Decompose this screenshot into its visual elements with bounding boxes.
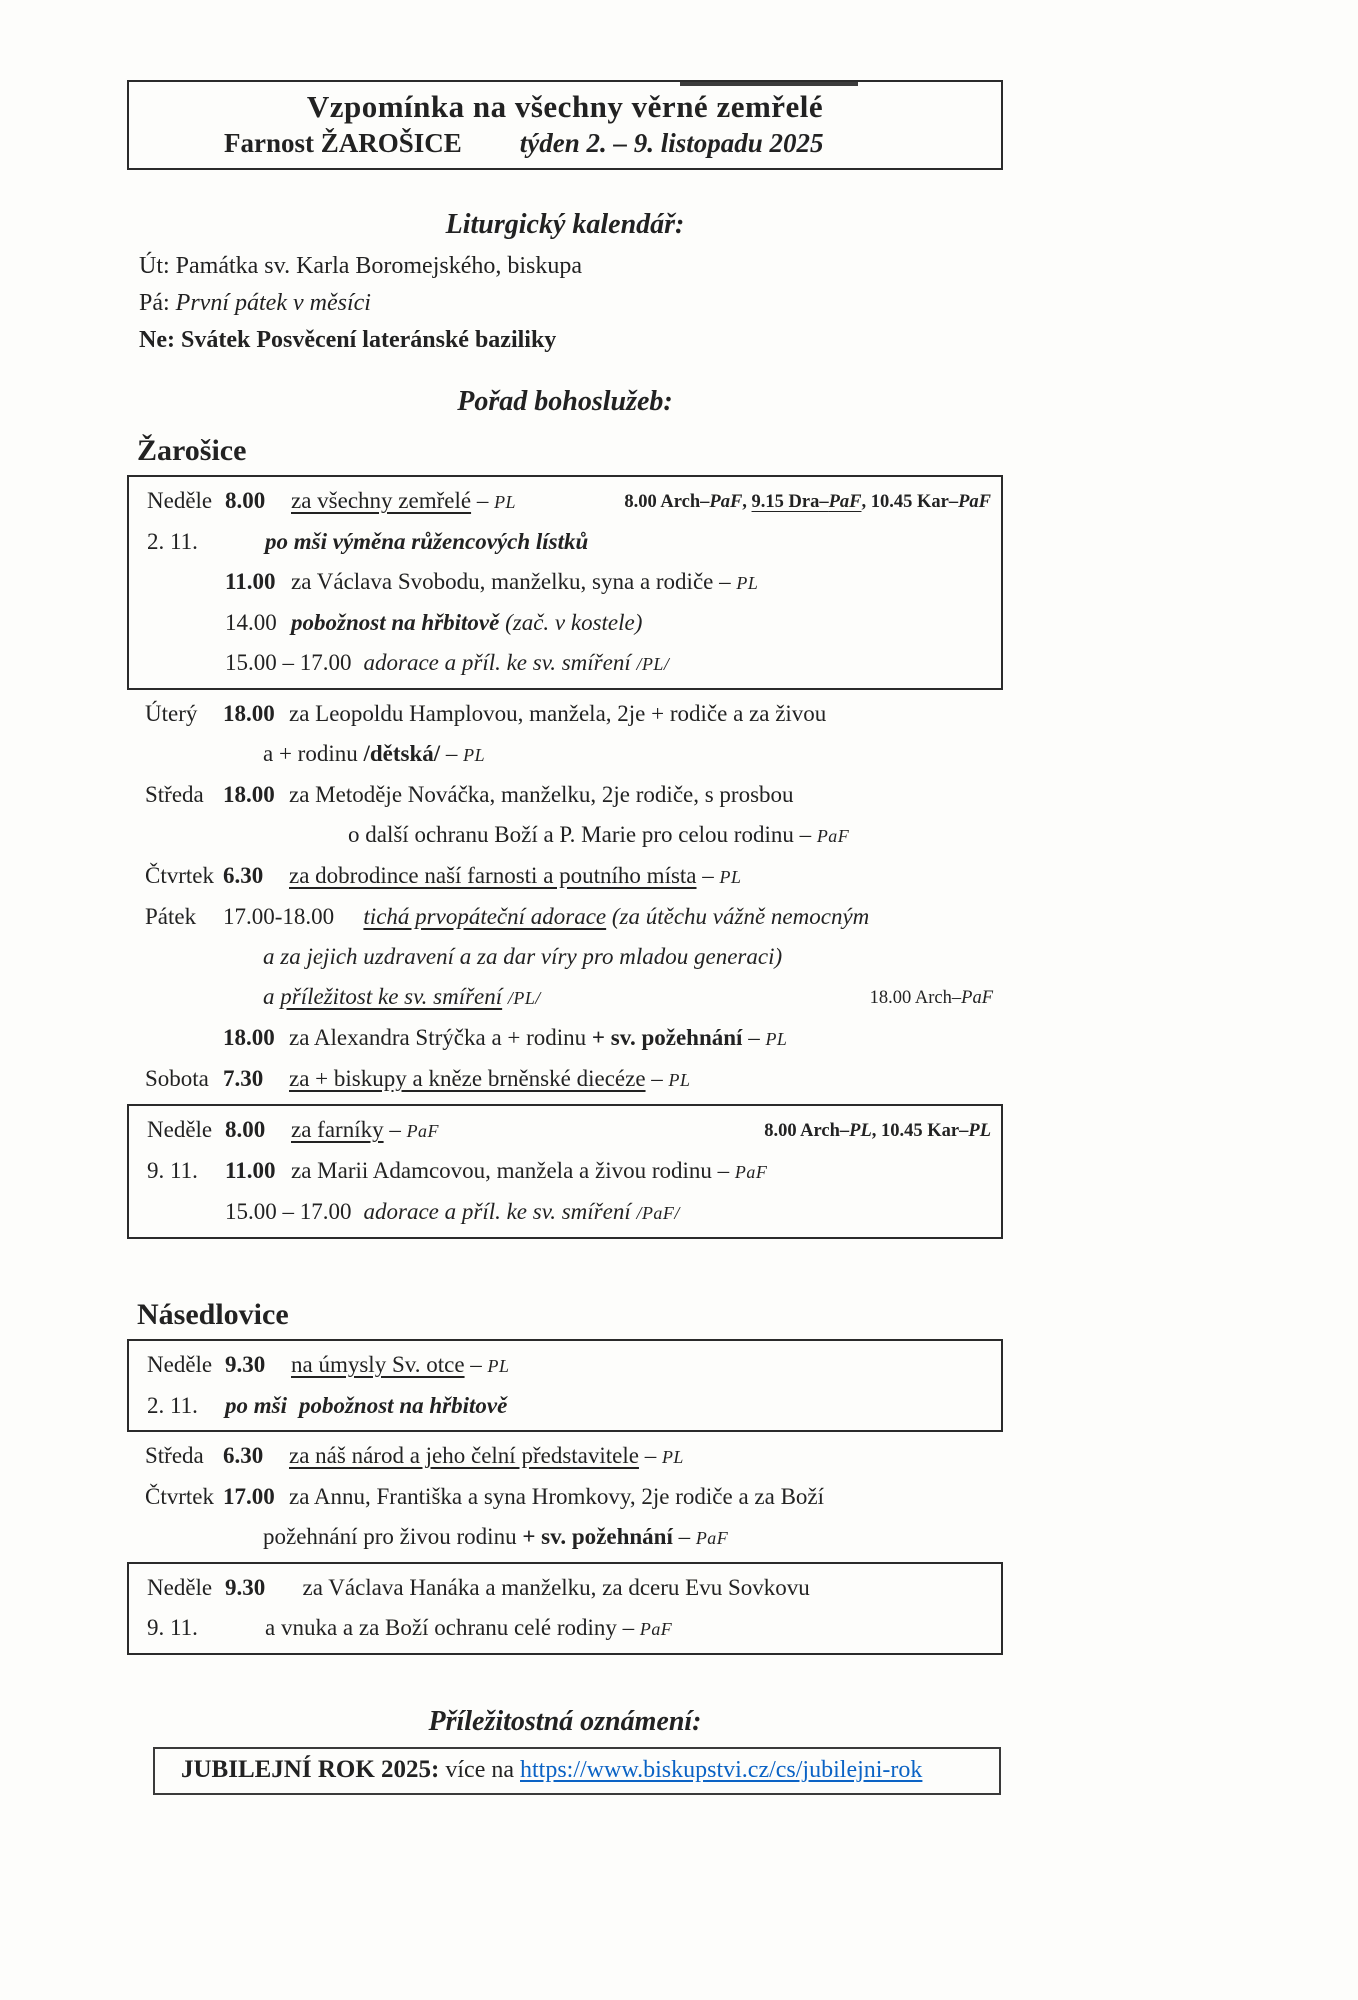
text-segment: za Václava Svobodu, manželku, syna a rodiče – (291, 569, 737, 594)
text-segment: za dobrodince naší farnosti a poutního místa (289, 863, 697, 888)
section-title-zarosice: Žarošice (137, 434, 247, 467)
text-segment: , (742, 491, 752, 512)
schedule-box-nasedlovice-sunday2 (127, 1562, 1003, 1655)
schedule-row (129, 1151, 1001, 1192)
text-segment: za všechny zemřelé (291, 488, 472, 513)
schedule-row (127, 775, 1003, 815)
schedule-row (129, 643, 1001, 684)
day-cell: 9. 11. (147, 1158, 198, 1183)
day-cell: 2. 11. (147, 529, 198, 554)
schedule-row (129, 481, 1001, 522)
day-cell: 9. 11. (147, 1615, 198, 1640)
section-title-nasedlovice: Násedlovice (137, 1298, 289, 1331)
text-segment: PL (719, 867, 742, 887)
text-segment: JUBILEJNÍ ROK 2025: (181, 1756, 440, 1783)
time-cell: 17.00 (223, 1484, 275, 1509)
text-segment: (zač. v kostele) (499, 610, 643, 635)
entry-cell (263, 937, 1003, 977)
entry-cell (225, 562, 1001, 603)
schedule-box-zarosice-sunday1 (127, 475, 1003, 690)
entry-cell (265, 522, 1001, 562)
day-cell (145, 1517, 223, 1558)
schedule-row (127, 856, 1003, 897)
text-segment: PaF (734, 1162, 768, 1182)
entry-cell (223, 1436, 1003, 1477)
header-box (127, 80, 1003, 170)
day-cell: Středa (145, 782, 204, 807)
text-segment: PaF (958, 491, 991, 512)
time-cell: 7.30 (223, 1066, 264, 1091)
liturgical-line-sunday (139, 322, 1003, 359)
day-cell: Neděle (147, 1117, 213, 1142)
text-segment: PL (661, 1447, 684, 1467)
entry-cell (223, 1477, 1003, 1517)
header-subtitle (129, 126, 1001, 160)
jubilee-link[interactable]: https://www.biskupstvi.cz/cs/jubilejni-rok (520, 1757, 923, 1783)
entry-cell (223, 694, 1003, 734)
schedule-row (127, 1018, 1003, 1059)
time-cell: 15.00 – 17.00 (225, 650, 352, 675)
text-segment: – (383, 1117, 407, 1142)
text-segment: PL (487, 1356, 510, 1376)
entry-cell (225, 1345, 1001, 1386)
entry-cell (225, 1568, 1001, 1608)
text-segment: /PL/ (507, 988, 541, 1008)
text-segment: PL (849, 1120, 872, 1141)
schedule-row (127, 1477, 1003, 1517)
entry-cell (225, 1151, 1001, 1192)
parish-name: Farnost ŽAROŠICE (224, 128, 462, 158)
day-cell (147, 1192, 225, 1233)
text-segment: PL (968, 1120, 991, 1141)
entry-cell (223, 1059, 1003, 1100)
text-segment: adorace a příl. ke sv. smíření (363, 650, 637, 675)
schedule-row (127, 1436, 1003, 1477)
text-segment: a vnuka a za Boží ochranu celé rodiny – (265, 1615, 640, 1640)
time-cell: 9.30 (225, 1352, 266, 1377)
text-segment: pobožnost na hřbitově (298, 1393, 508, 1418)
text-segment: 9.15 Dra– (751, 491, 829, 512)
schedule-row (129, 1386, 1001, 1426)
text-segment: tichá prvopáteční adorace (363, 904, 607, 929)
day-cell: Čtvrtek (145, 1484, 214, 1509)
entry-cell (223, 897, 1003, 937)
schedule-row (127, 977, 1003, 1018)
text-segment: /PaF/ (636, 1203, 680, 1223)
text-segment: příležitost ke sv. smíření (280, 984, 503, 1009)
entry-cell (223, 775, 1003, 815)
text-segment: pobožnost na hřbitově (291, 610, 500, 635)
text-segment: Út: Památka sv. Karla Boromejského, biskupa (139, 253, 583, 279)
text-segment: PaF (639, 1619, 673, 1639)
text-segment: 18.00 Arch– (869, 987, 962, 1008)
day-cell (145, 937, 223, 977)
schedule-weekdays-nasedlovice (127, 1432, 1003, 1562)
schedule-row (127, 734, 1003, 775)
schedule-row (129, 522, 1001, 562)
schedule-row (129, 562, 1001, 603)
liturgical-line-friday (139, 285, 1003, 322)
time-cell: 9.30 (225, 1575, 266, 1600)
text-segment: na úmysly Sv. otce (291, 1352, 465, 1377)
text-segment: za Marii Adamcovou, manžela a živou rodinu – (291, 1158, 735, 1183)
entry-cell (225, 1386, 1001, 1426)
text-segment: – (464, 1352, 488, 1377)
text-segment: + sv. požehnání (522, 1524, 673, 1549)
schedule-row (129, 1608, 1001, 1649)
text-segment: PL (494, 492, 516, 512)
schedule-row (129, 1110, 1001, 1151)
text-segment: + sv. požehnání (591, 1025, 743, 1050)
text-segment: 8.00 Arch– (764, 1120, 850, 1141)
text-segment: za náš národ a jeho čelní představitele (289, 1443, 639, 1468)
schedule-row (127, 815, 1003, 856)
text-segment: po mši výměna růžencových lístků (265, 529, 589, 554)
text-segment: adorace a příl. ke sv. smíření (363, 1199, 637, 1224)
day-cell: 2. 11. (147, 1393, 198, 1418)
text-segment: PL (736, 573, 759, 593)
text-segment: /dětská/ (363, 741, 441, 766)
time-cell: 17.00-18.00 (223, 904, 335, 929)
day-cell: Neděle (147, 1352, 213, 1377)
entry-cell (223, 1018, 1003, 1059)
text-segment: PaF (828, 491, 862, 512)
text-segment: za Annu, Františka a syna Hromkovy, 2je rodiče a za Boží (289, 1484, 825, 1509)
day-cell (147, 603, 225, 643)
day-cell: Neděle (147, 1575, 213, 1600)
text-segment: – (696, 863, 720, 888)
day-cell (145, 734, 223, 775)
schedule-row (127, 1059, 1003, 1100)
schedule-box-zarosice-sunday2 (127, 1104, 1003, 1239)
entry-cell (265, 1608, 1001, 1649)
entry-cell (348, 815, 1003, 856)
text-segment: , 10.45 Kar– (871, 1120, 969, 1141)
liturgical-line-tuesday (139, 248, 1003, 285)
services-heading: Pořad bohoslužeb: (457, 386, 673, 417)
schedule-row (129, 603, 1001, 643)
text-segment: za farníky (291, 1117, 384, 1142)
time-cell: 8.00 (225, 488, 266, 513)
time-cell: 8.00 (225, 1117, 266, 1142)
text-segment: – (742, 1025, 766, 1050)
text-segment: – (440, 741, 464, 766)
day-cell (145, 1018, 223, 1059)
text-segment: za Leopoldu Hamplovou, manžela, 2je + rodiče a za živou (289, 701, 827, 726)
day-cell: Pátek (145, 904, 197, 929)
time-cell: 6.30 (223, 863, 264, 888)
celebrant-note (870, 978, 993, 1018)
text-segment: PaF (709, 491, 743, 512)
text-segment: PaF (961, 987, 993, 1008)
time-cell: 11.00 (225, 1158, 276, 1183)
text-segment: PL (463, 745, 486, 765)
time-cell: 14.00 (225, 610, 277, 635)
day-cell (147, 562, 225, 603)
text-segment: a (263, 984, 281, 1009)
text-segment: – (672, 1524, 696, 1549)
time-cell: 6.30 (223, 1443, 264, 1468)
text-segment (346, 904, 363, 929)
text-segment: První pátek v měsíci (175, 290, 371, 316)
entry-cell (223, 856, 1003, 897)
liturgical-calendar-heading: Liturgický kalendář: (445, 209, 685, 240)
text-segment: (za útěchu vážně nemocným (606, 904, 870, 929)
time-cell: 15.00 – 17.00 (225, 1199, 352, 1224)
text-segment: Ne: Svátek Posvěcení lateránské baziliky (139, 327, 557, 353)
text-segment: za Alexandra Strýčka a + rodinu (289, 1025, 592, 1050)
text-segment: a + rodinu (263, 741, 364, 766)
text-segment: PaF (406, 1121, 439, 1141)
text-segment: – (645, 1066, 669, 1091)
text-segment: o další ochranu Boží a P. Marie pro celou rodinu – (348, 822, 817, 847)
text-segment: za Václava Hanáka a manželku, za dceru Evu Sovkovu (291, 1575, 810, 1600)
day-cell: Sobota (145, 1066, 209, 1091)
text-segment: za Metoděje Nováčka, manželku, 2je rodiče, s prosbou (289, 782, 794, 807)
text-segment: a za jejich uzdravení a za dar víry pro mladou generaci) (263, 944, 783, 969)
announcement-box (153, 1747, 1001, 1795)
text-segment: PL (765, 1029, 788, 1049)
day-cell: Neděle (147, 488, 213, 513)
text-segment: , 10.45 Kar– (861, 491, 959, 512)
schedule-row (129, 1568, 1001, 1608)
text-segment: – (638, 1443, 662, 1468)
schedule-row (127, 897, 1003, 937)
text-segment: PL (668, 1070, 691, 1090)
text-segment: PaF (695, 1528, 729, 1548)
text-segment: PaF (816, 826, 850, 846)
entry-cell (263, 734, 1003, 775)
day-cell: Čtvrtek (145, 863, 214, 888)
text-segment: požehnání pro živou rodinu (263, 1524, 523, 1549)
time-cell: po mši (225, 1393, 287, 1418)
schedule-row (129, 1345, 1001, 1386)
day-cell (145, 977, 223, 1018)
schedule-row (129, 1192, 1001, 1233)
entry-cell (225, 603, 1001, 643)
text-segment: 8.00 Arch– (624, 491, 710, 512)
entry-cell (263, 1517, 1003, 1558)
day-cell: Úterý (145, 701, 198, 726)
text-segment: /PL/ (636, 654, 670, 674)
day-cell (145, 815, 223, 856)
day-cell: Středa (145, 1443, 204, 1468)
text-segment: Pá: (139, 290, 176, 316)
page-title: Vzpomínka na všechny věrné zemřelé (306, 89, 824, 124)
entry-cell (225, 643, 1001, 684)
celebrant-note (624, 482, 991, 522)
text-segment: více na (439, 1757, 520, 1783)
schedule-weekdays-zarosice (127, 690, 1003, 1104)
time-cell: 11.00 (225, 569, 276, 594)
time-cell: 18.00 (223, 782, 275, 807)
time-cell: 18.00 (223, 1025, 275, 1050)
bulletin-page (127, 80, 1003, 1795)
entry-cell (225, 1192, 1001, 1233)
liturgical-calendar-lines (127, 248, 1003, 359)
week-range: týden 2. – 9. listopadu 2025 (519, 128, 824, 158)
day-cell (147, 643, 225, 684)
time-cell: 18.00 (223, 701, 275, 726)
schedule-box-nasedlovice-sunday1 (127, 1339, 1003, 1432)
schedule-row (127, 937, 1003, 977)
schedule-row (127, 1517, 1003, 1558)
text-segment: za + biskupy a kněze brněnské diecéze (289, 1066, 646, 1091)
announcements-heading: Příležitostná oznámení: (428, 1706, 702, 1737)
celebrant-note (764, 1111, 991, 1151)
schedule-row (127, 694, 1003, 734)
text-segment: – (471, 488, 495, 513)
